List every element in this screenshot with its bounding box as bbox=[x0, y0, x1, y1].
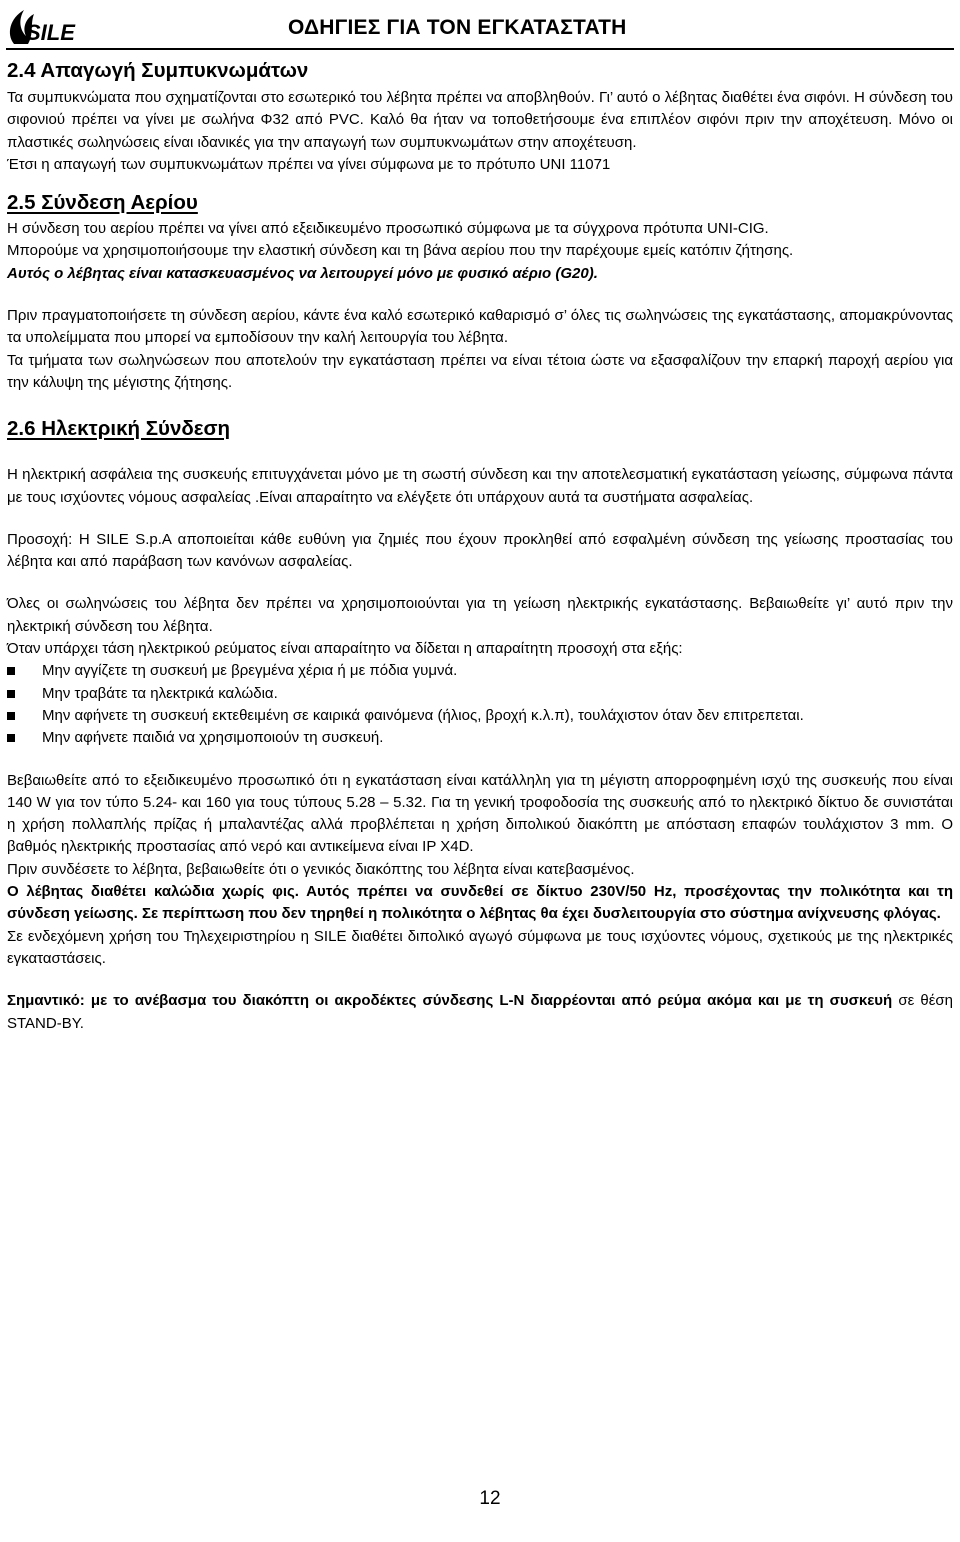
section-electrical-connection bbox=[7, 416, 953, 1035]
section-gas-connection bbox=[7, 190, 953, 394]
paragraph: Όταν υπάρχει τάση ηλεκτρικού ρεύματος είναι απαραίτητο να δίδεται η απαραίτητη προσοχή στα εξής: bbox=[7, 640, 683, 658]
section-title-text: 2.5 Σύνδεση Αερίου bbox=[7, 191, 198, 215]
section-title bbox=[7, 416, 953, 442]
paragraph: Τα συμπυκνώματα που σχηματίζονται στο εσωτερικό του λέβητα πρέπει να αποβληθούν. Γι’ αυτό ο λέβητας διαθέτει ένα σιφόνι. Η σύνδεση του σιφονιού πρέπει να γίνει με σωλήνα Φ32 από PVC. Καλό θα ήταν να τοποθετήσουμε ένα επιπλέον σιφόνι πριν την αποχέτευση. Μόνο οι πλαστικές σωληνώσεις είναι ιδανικές για την απαγωγή των συμπυκνωμάτων στην αποχέτευση. bbox=[7, 89, 953, 151]
paragraph: Προσοχή: Η SILE S.p.A αποποιείται κάθε ευθύνη για ζημιές που έχουν προκληθεί από εσφαλμένη σύνδεση της γείωσης προστασίας του λέβητα και από παράβαση των κανόνων ασφαλείας. bbox=[7, 530, 953, 571]
list-item bbox=[7, 683, 953, 705]
section-condensate-drain bbox=[7, 58, 953, 176]
paragraph: Όλες οι σωληνώσεις του λέβητα δεν πρέπει να χρησιμοποιούνται για τη γείωση ηλεκτρικής εγκατάστασης. Βεβαιωθείτε γι’ αυτό πριν την ηλεκτρική σύνδεση του λέβητα. bbox=[7, 595, 953, 635]
list-item-text: Μην αφήνετε παιδιά να χρησιμοποιούν τη συσκευή. bbox=[42, 729, 384, 747]
section-title-text: 2.6 Ηλεκτρική Σύνδεση bbox=[7, 417, 231, 441]
list-item bbox=[7, 727, 953, 749]
bullet-square-icon bbox=[7, 712, 15, 720]
paragraph: Βεβαιωθείτε από το εξειδικευμένο προσωπικό ότι η εγκατάσταση είναι κατάλληλη για τη μέγιστη απορροφημένη ισχύ της συσκευής που είναι 140 W για τον τύπο 5.24- και 160 για τους τύπους 5.28 – 5.32. Για τη γενική τροφοδοσία της συσκευής από το ηλεκτρικό δίκτυο δε συνιστάται η χρήση πολλαπλής πρίζας ή μπαλαντέζας αλλά προβλέπεται η χρήση διπολικού διακόπτη με απόσταση επαφών τουλάχιστον 3 mm. Ο βαθμός ηλεκτρικής προστασίας από νερό και αντικείμενα είναι IP X4D. bbox=[7, 771, 953, 856]
important-note-bold: Σημαντικό: με το ανέβασμα του διακόπτη οι ακροδέκτες σύνδεσης L-N διαρρέονται από ρεύμα ακόμα και με τη συσκευή bbox=[7, 992, 893, 1010]
list-item bbox=[7, 660, 953, 682]
paragraph-emphasis: Αυτός ο λέβητας είναι κατασκευασμένος να λειτουργεί μόνο με φυσικό αέριο (G20). bbox=[7, 264, 598, 282]
page-header bbox=[0, 0, 960, 50]
list-item-text: Μην τραβάτε τα ηλεκτρικά καλώδια. bbox=[42, 684, 278, 702]
paragraph: Μπορούμε να χρησιμοποιήσουμε την ελαστική σύνδεση και τη βάνα αερίου που την παρέχουμε εμείς κατόπιν ζήτησης. bbox=[7, 242, 794, 260]
important-note-rest: σε θέση STAND-BY. bbox=[7, 992, 953, 1032]
document-body bbox=[7, 58, 953, 1035]
paragraph: Πριν πραγματοποιήσετε τη σύνδεση αερίου, κάντε ένα καλό εσωτερικό καθαρισμό σ’ όλες τις σωληνώσεις της εγκατάστασης, απομακρύνοντας τα υπολείμματα που μπορεί να εμποδίσουν την καλή λειτουργία του λέβητα. bbox=[7, 307, 953, 347]
paragraph: Η ηλεκτρική ασφάλεια της συσκευής επιτυγχάνεται μόνο με τη σωστή σύνδεση και την αποτελεσματική εγκατάσταση γείωσης, σύμφωνα πάντα με τους ισχύοντες νόμους ασφαλείας .Είναι απαραίτητο να ελέγξετε ότι υπάρχουν αυτά τα συστήματα ασφαλείας. bbox=[7, 466, 953, 506]
important-note bbox=[7, 990, 953, 1035]
bullet-square-icon bbox=[7, 667, 15, 675]
section-title: 2.4 Απαγωγή Συμπυκνωμάτων bbox=[7, 59, 309, 82]
list-item-text: Μην αφήνετε τη συσκευή εκτεθειμένη σε καιρικά φαινόμενα (ήλιος, βροχή κ.λ.π), τουλάχιστον όταν δεν επιτρεπεται. bbox=[42, 706, 804, 724]
logo-text: SILE bbox=[26, 20, 75, 45]
paragraph: Η σύνδεση του αερίου πρέπει να γίνει από εξειδικευμένο προσωπικό σύμφωνα με τα σύγχρονα πρότυπα UNI-CIG. bbox=[7, 220, 769, 238]
list-item bbox=[7, 705, 953, 727]
sile-logo bbox=[4, 4, 76, 48]
paragraph: Πριν συνδέσετε το λέβητα, βεβαιωθείτε ότι ο γενικός διακόπτης του λέβητα είναι κατεβασμένος. bbox=[7, 860, 635, 878]
header-divider bbox=[6, 48, 954, 50]
paragraph: Σε ενδεχόμενη χρήση του Τηλεχειριστηρίου η SILE διαθέτει διπολικό αγωγό σύμφωνα με τους ισχύοντες νόμους, σχετικούς με της ηλεκτρικές εγκαταστάσεις. bbox=[7, 927, 953, 967]
safety-bullet-list bbox=[7, 660, 953, 749]
section-title bbox=[7, 190, 953, 216]
bullet-square-icon bbox=[7, 734, 15, 742]
page-number: 12 bbox=[479, 1488, 501, 1509]
page-header-title: ΟΔΗΓΙΕΣ ΓΙΑ ΤΟΝ ΕΓΚΑΤΑΣΤΑΤΗ bbox=[288, 16, 627, 39]
list-item-text: Μην αγγίζετε τη συσκευή με βρεγμένα χέρια ή με πόδια γυμνά. bbox=[42, 662, 458, 680]
paragraph-emphasis: Ο λέβητας διαθέτει καλώδια χωρίς φις. Αυτός πρέπει να συνδεθεί σε δίκτυο 230V/50 Hz, προσέχοντας την πολικότητα και τη σύνδεση γείωσης. Σε περίπτωση που δεν τηρηθεί η πολικότητα ο λέβητας θα έχει δυσλειτουργία στο σύστημα ανίχνευσης φλόγας. bbox=[7, 883, 953, 923]
bullet-square-icon bbox=[7, 690, 15, 698]
paragraph: Τα τμήματα των σωληνώσεων που αποτελούν την εγκατάσταση πρέπει να είναι τέτοια ώστε να εξασφαλίζουν την επαρκή παροχή αερίου για την κάλυψη της μέγιστης ζήτησης. bbox=[7, 351, 953, 391]
paragraph: Έτσι η απαγωγή των συμπυκνωμάτων πρέπει να γίνει σύμφωνα με το πρότυπο UNI 11071 bbox=[7, 155, 611, 173]
